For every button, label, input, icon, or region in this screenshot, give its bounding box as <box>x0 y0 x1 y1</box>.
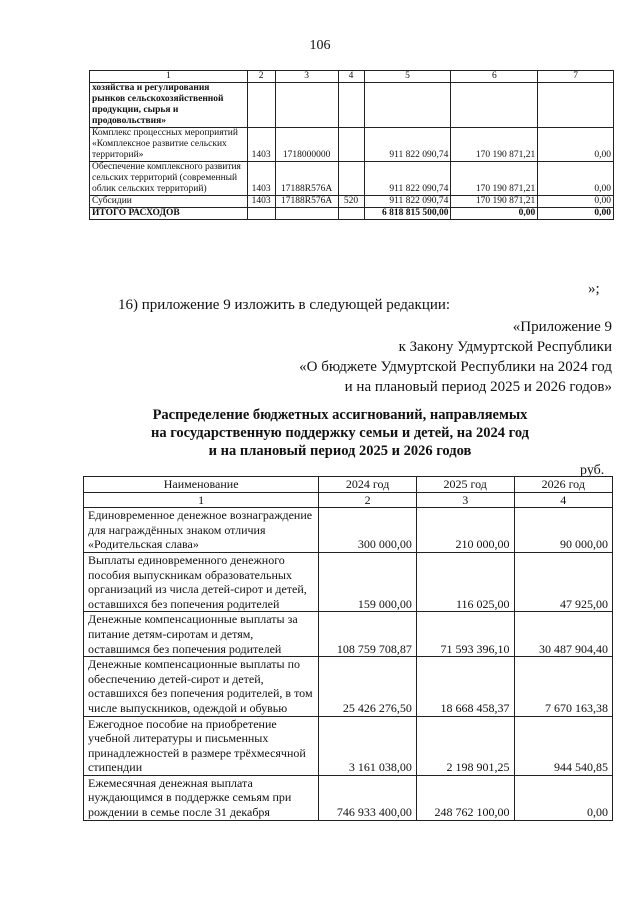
table1-row <box>90 83 614 128</box>
table2-row <box>84 552 613 611</box>
table1-cell-c3 <box>275 83 338 128</box>
table2-header-cell: 2026 год <box>514 477 612 493</box>
table1-cell-c5 <box>364 83 451 128</box>
table1-cell-c6: 0,00 <box>451 208 538 220</box>
table1-header-cell: 2 <box>247 71 275 83</box>
table1-cell-c7: 0,00 <box>538 162 614 196</box>
table2-cell-name: Денежные компенсационные выплаты по обеспечению детей-сирот и детей, оставшихся без попечения родителей, в том числе выпускников, одеждой и обувью <box>84 657 319 716</box>
table2-cell-y2026: 944 540,85 <box>514 716 612 775</box>
table1-cell-name: Субсидии <box>90 196 248 208</box>
appendix-heading <box>299 317 612 397</box>
table1-cell-c4 <box>338 83 364 128</box>
appendix-line: и на плановый период 2025 и 2026 годов» <box>344 379 612 395</box>
table2-header-cell: 2024 год <box>319 477 417 493</box>
table2-row <box>84 508 613 553</box>
table1-header-cell: 3 <box>275 71 338 83</box>
appendix-line: «О бюджете Удмуртской Республики на 2024 год <box>299 359 612 375</box>
amendment-item-16: 16) приложение 9 изложить в следующей редакции: <box>118 297 451 313</box>
title-line: Распределение бюджетных ассигнований, направляемых <box>152 407 528 423</box>
table1-cell-c2 <box>247 83 275 128</box>
table1-cell-c2: 1403 <box>247 128 275 162</box>
table2-cell-name: Ежемесячная денежная выплата нуждающимся в поддержке семьям при рождении в семье после 31 декабря <box>84 775 319 820</box>
table2-cell-y2025: 210 000,00 <box>416 508 514 553</box>
table2-cell-name: Выплаты единовременного денежного пособия выпускникам образовательных организаций из числа детей-сирот и детей, оставшихся без попечения родителей <box>84 552 319 611</box>
table2-cell-y2024: 300 000,00 <box>319 508 417 553</box>
table2-cell-y2025: 18 668 458,37 <box>416 657 514 716</box>
table1-cell-c3 <box>275 208 338 220</box>
title-line: и на плановый период 2025 и 2026 годов <box>208 443 472 459</box>
table2-cell-y2026: 30 487 904,40 <box>514 612 612 657</box>
table1-cell-name: Обеспечение комплексного развития сельских территорий (современный облик сельских территорий) <box>90 162 248 196</box>
table2-number-cell: 3 <box>416 492 514 508</box>
table2-row <box>84 657 613 716</box>
page-number: 106 <box>309 38 331 53</box>
table1-header-cell: 6 <box>451 71 538 83</box>
family-support-table <box>83 476 613 821</box>
table1-cell-c6: 170 190 871,21 <box>451 162 538 196</box>
table2-number-cell: 2 <box>319 492 417 508</box>
table2-cell-y2024: 25 426 276,50 <box>319 657 417 716</box>
table2-number-row <box>84 492 613 508</box>
table1-header-cell: 1 <box>90 71 248 83</box>
currency-label: руб. <box>580 463 605 478</box>
table2-cell-y2024: 108 759 708,87 <box>319 612 417 657</box>
table1-cell-c4 <box>338 162 364 196</box>
table1-header-cell: 7 <box>538 71 614 83</box>
table1-cell-c5: 911 822 090,74 <box>364 196 451 208</box>
title-line: на государственную поддержку семьи и детей, на 2024 год <box>150 425 530 441</box>
table1-cell-c5: 911 822 090,74 <box>364 162 451 196</box>
table1-header-row <box>90 71 614 83</box>
table1-cell-c5: 6 818 815 500,00 <box>364 208 451 220</box>
table1-row <box>90 196 614 208</box>
expenditure-table-continued <box>89 70 614 220</box>
table1-cell-c6: 170 190 871,21 <box>451 128 538 162</box>
appendix-line: «Приложение 9 <box>512 319 612 335</box>
table2-cell-name: Единовременное денежное вознаграждение для награждённых знаком отличия «Родительская слава» <box>84 508 319 553</box>
table1-cell-c3: 17188R576A <box>275 196 338 208</box>
table1-cell-c7 <box>538 83 614 128</box>
table2-header-cell: Наименование <box>84 477 319 493</box>
table2-row <box>84 775 613 820</box>
table2-row <box>84 612 613 657</box>
table1-cell-c7: 0,00 <box>538 128 614 162</box>
table1-cell-c3: 1718000000 <box>275 128 338 162</box>
table2-cell-name: Денежные компенсационные выплаты за питание детям-сиротам и детям, оставшимся без попечения родителей <box>84 612 319 657</box>
table1-row <box>90 162 614 196</box>
table1-header-cell: 4 <box>338 71 364 83</box>
table1-cell-c4 <box>338 128 364 162</box>
table1-cell-c5: 911 822 090,74 <box>364 128 451 162</box>
table1-cell-c7: 0,00 <box>538 196 614 208</box>
table2-cell-y2026: 7 670 163,38 <box>514 657 612 716</box>
table1-cell-c2 <box>247 208 275 220</box>
table2-row <box>84 716 613 775</box>
table2-cell-y2026: 90 000,00 <box>514 508 612 553</box>
table2-cell-y2026: 47 925,00 <box>514 552 612 611</box>
table1-cell-c6 <box>451 83 538 128</box>
appendix-line: к Закону Удмуртской Республики <box>398 339 612 355</box>
table1-cell-c2: 1403 <box>247 162 275 196</box>
table2-cell-y2025: 71 593 396,10 <box>416 612 514 657</box>
table1-cell-c2: 1403 <box>247 196 275 208</box>
document-title <box>60 406 620 460</box>
table1-cell-c4: 520 <box>338 196 364 208</box>
table2-cell-name: Ежегодное пособие на приобретение учебной литературы и письменных принадлежностей в размере трёхмесячной стипендии <box>84 716 319 775</box>
table2-cell-y2024: 746 933 400,00 <box>319 775 417 820</box>
table1-cell-c7: 0,00 <box>538 208 614 220</box>
table2-number-cell: 1 <box>84 492 319 508</box>
table2-cell-y2025: 2 198 901,25 <box>416 716 514 775</box>
closing-mark: »; <box>588 281 600 297</box>
table1-header-cell: 5 <box>364 71 451 83</box>
table2-cell-y2025: 248 762 100,00 <box>416 775 514 820</box>
table2-cell-y2026: 0,00 <box>514 775 612 820</box>
table1-cell-name: ИТОГО РАСХОДОВ <box>90 208 248 220</box>
table1-row <box>90 208 614 220</box>
table2-cell-y2024: 159 000,00 <box>319 552 417 611</box>
table1-cell-name: Комплекс процессных мероприятий «Комплексное развитие сельских территорий» <box>90 128 248 162</box>
table1-cell-name: хозяйства и регулирования рынков сельскохозяйственной продукции, сырья и продовольствия» <box>90 83 248 128</box>
table1-cell-c6: 170 190 871,21 <box>451 196 538 208</box>
table2-number-cell: 4 <box>514 492 612 508</box>
table2-header-row <box>84 477 613 493</box>
table2-cell-y2025: 116 025,00 <box>416 552 514 611</box>
table1-cell-c4 <box>338 208 364 220</box>
table2-header-cell: 2025 год <box>416 477 514 493</box>
table2-cell-y2024: 3 161 038,00 <box>319 716 417 775</box>
table1-cell-c3: 17188R576A <box>275 162 338 196</box>
table1-row <box>90 128 614 162</box>
